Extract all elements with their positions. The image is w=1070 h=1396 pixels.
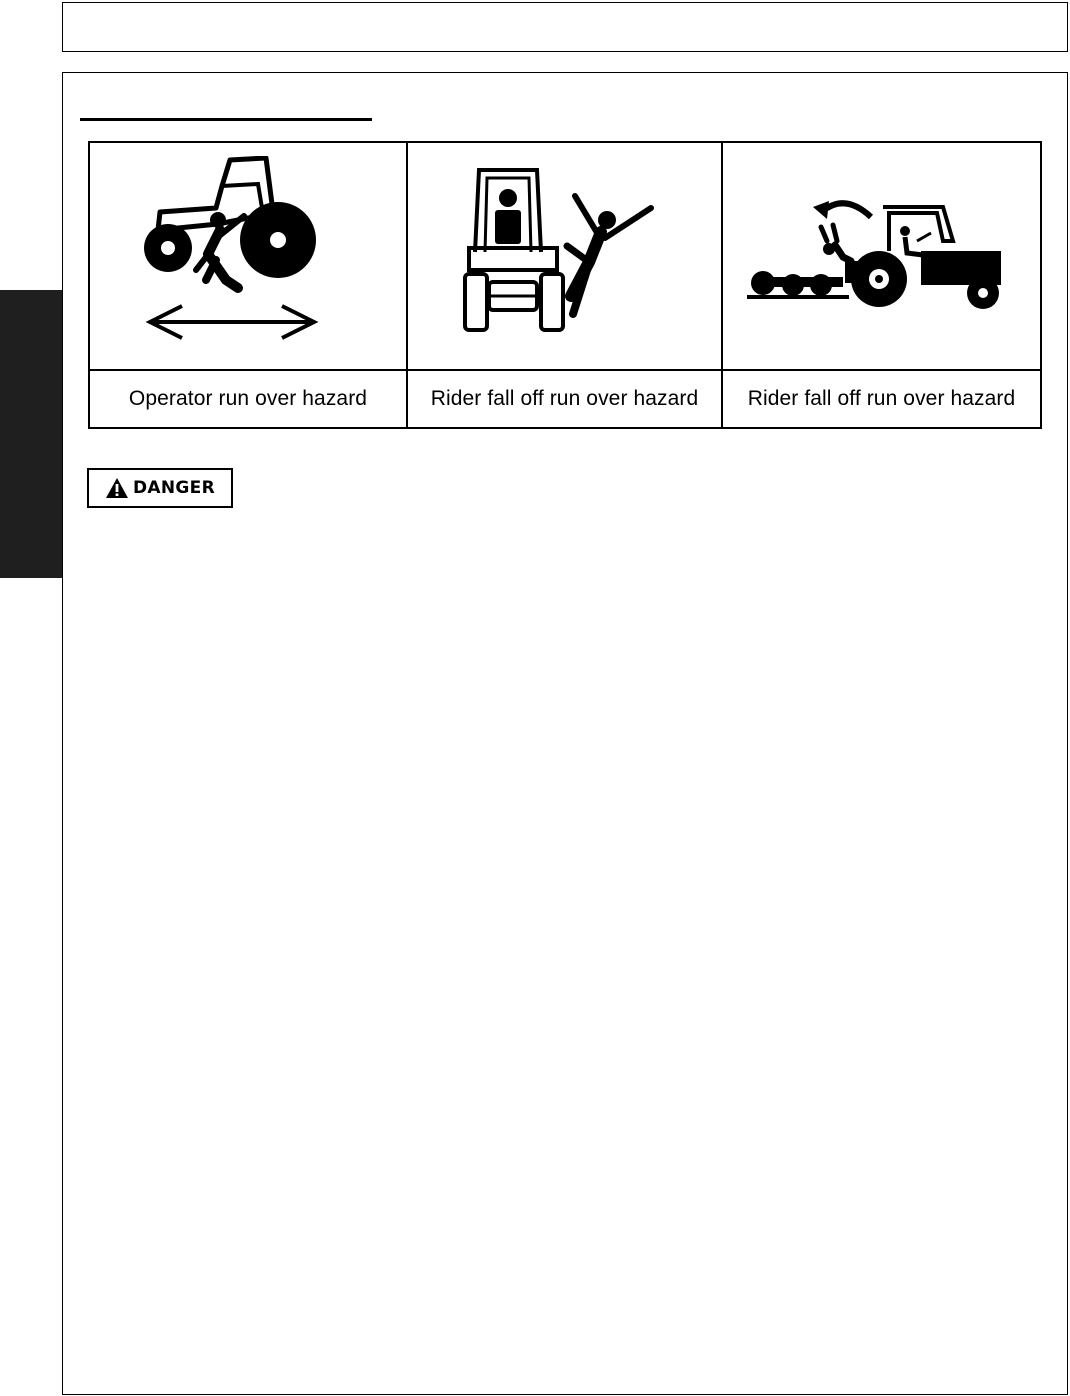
section-heading-rule <box>80 118 372 121</box>
hazard-caption-3: Rider fall off run over hazard <box>722 370 1041 428</box>
page-header-box <box>62 2 1068 52</box>
section-tab <box>0 290 62 578</box>
danger-label: DANGER <box>133 478 215 498</box>
hazard-cell-1 <box>89 142 407 370</box>
hazard-cell-3 <box>722 142 1041 370</box>
hazard-caption-1: Operator run over hazard <box>89 370 407 428</box>
rider-fall-off-side-icon <box>747 191 1017 321</box>
operator-run-over-icon <box>138 156 358 356</box>
danger-signal-word <box>87 468 233 508</box>
hazard-pictorial-table <box>88 141 1042 429</box>
rider-fall-off-front-icon <box>455 166 675 346</box>
warning-triangle-icon <box>105 477 129 499</box>
hazard-cell-2 <box>407 142 722 370</box>
hazard-caption-2: Rider fall off run over hazard <box>407 370 722 428</box>
